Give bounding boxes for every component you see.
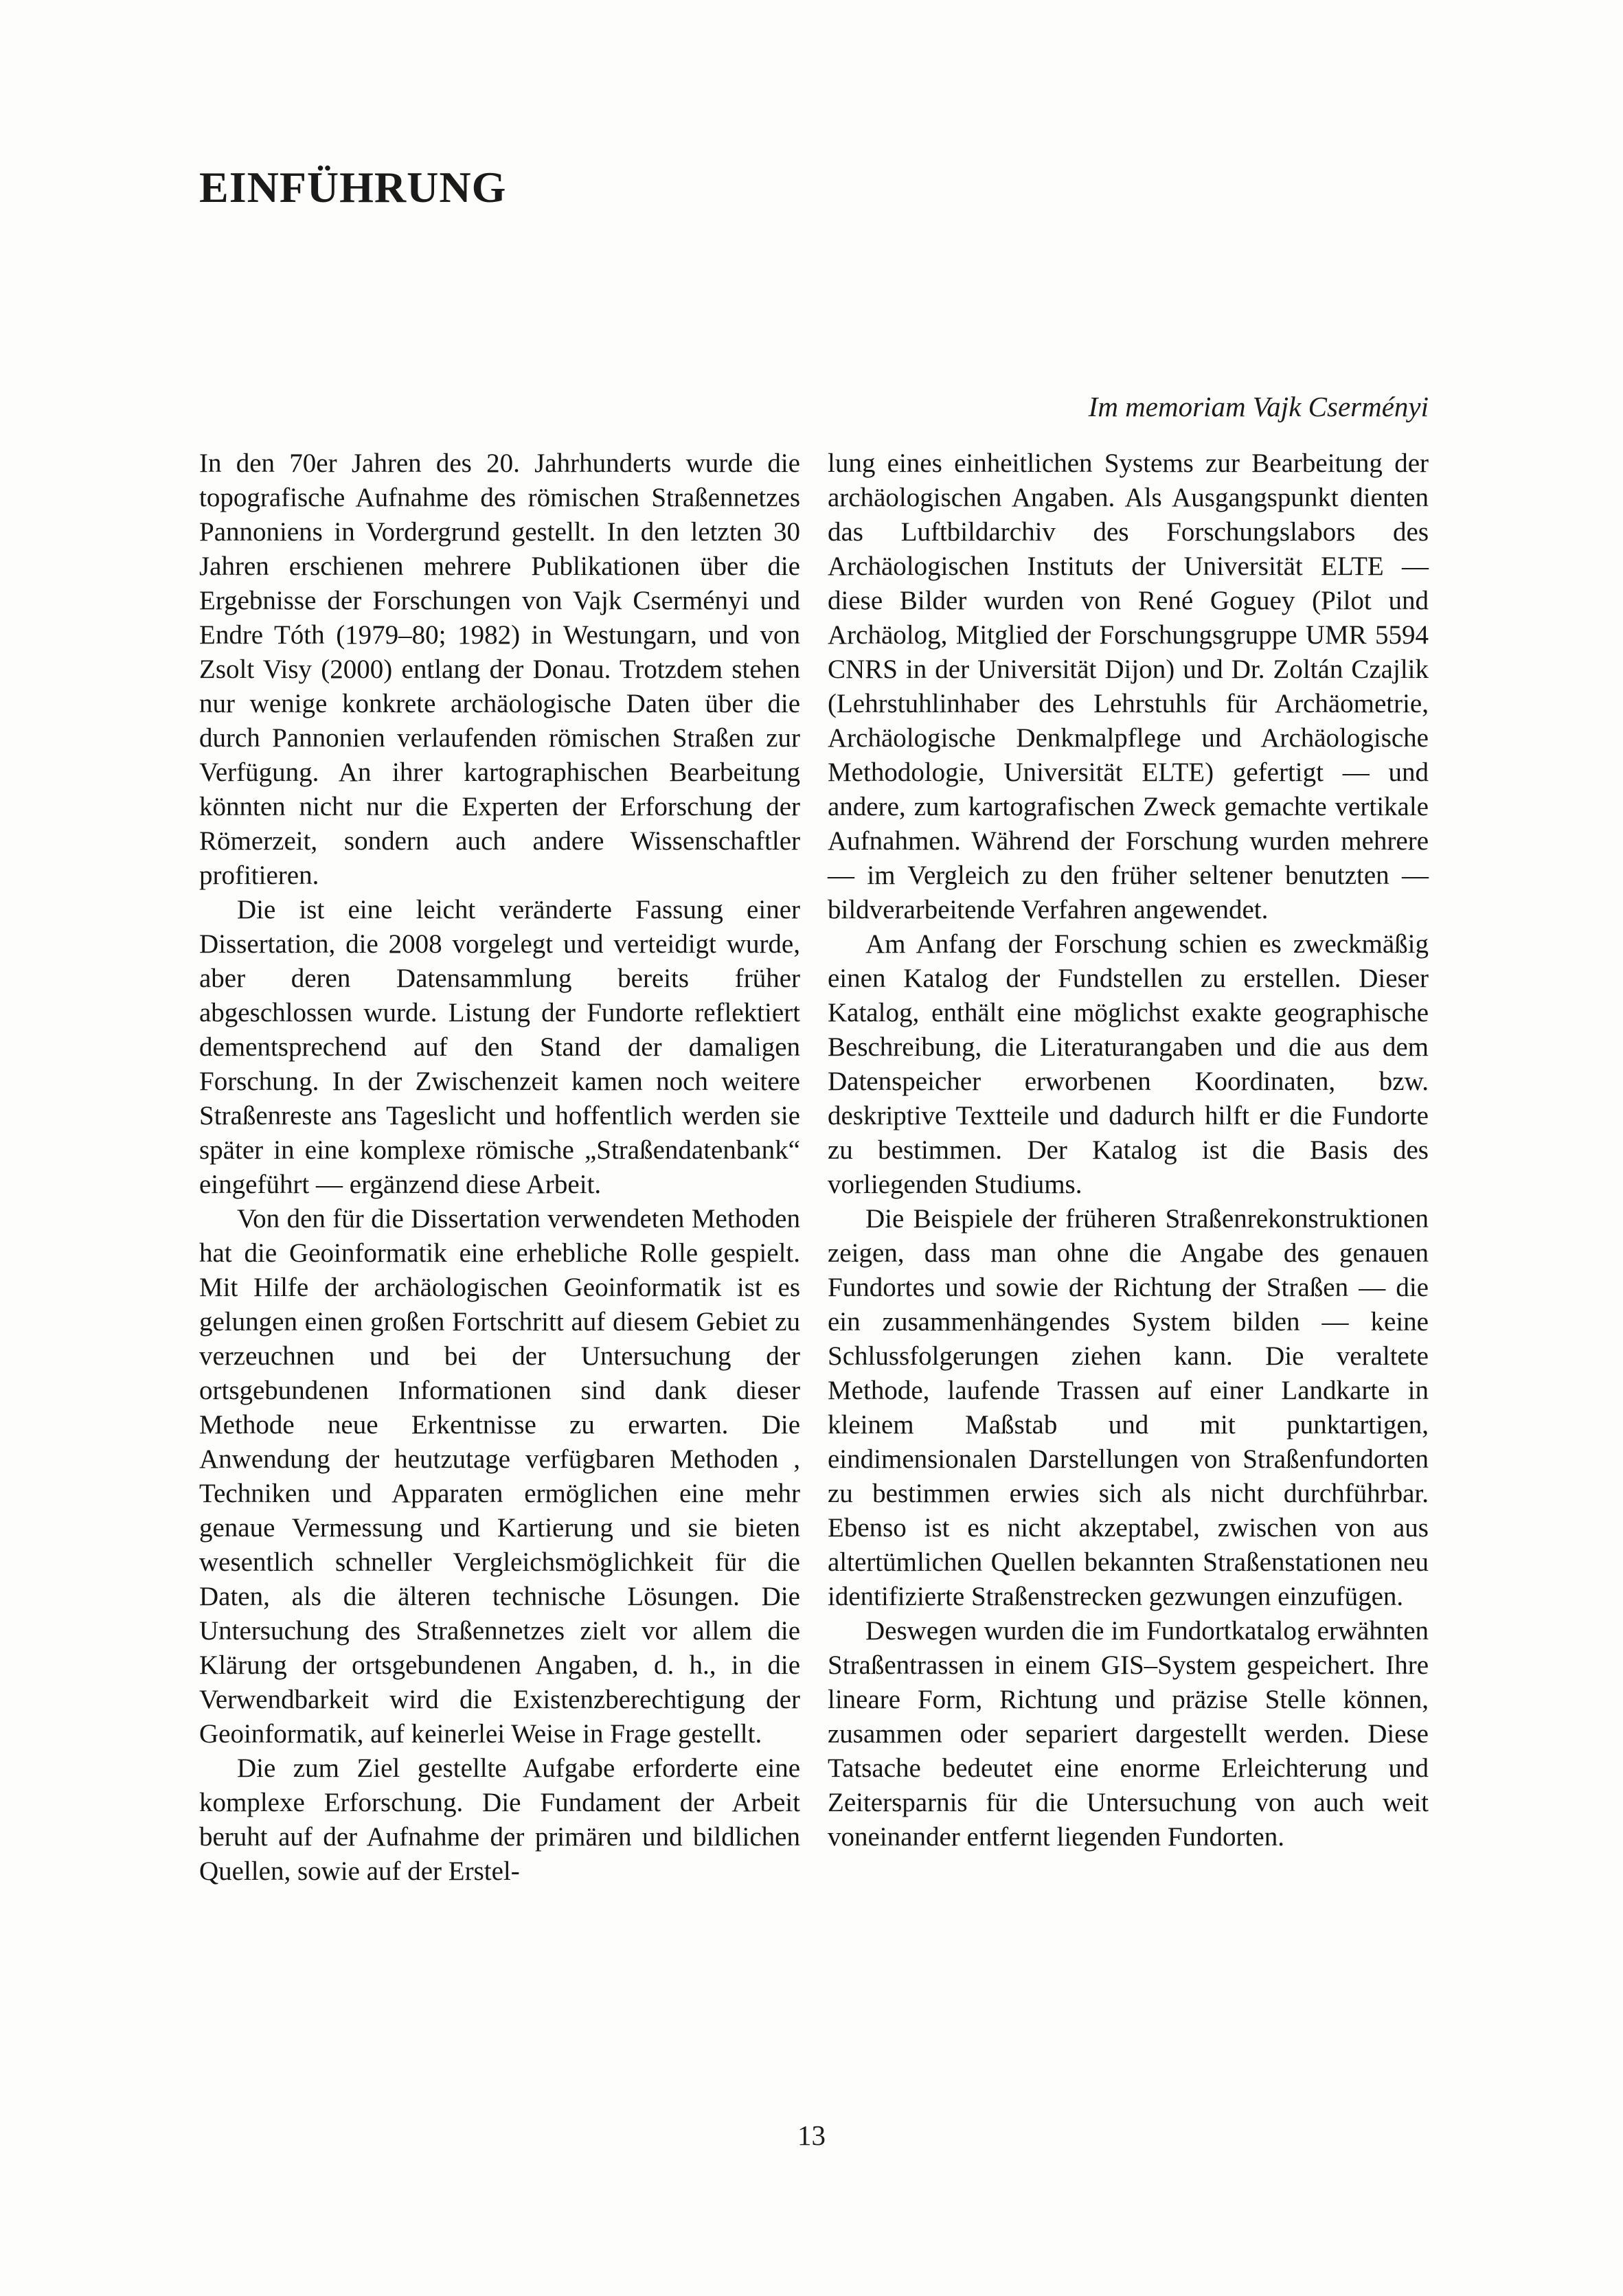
paragraph: Deswegen wurden die im Fundortkatalog erwähnten Straßentrassen in einem GIS–System gespeichert. Ihre lineare Form, Richtung und präzise Stelle können, zusammen oder separiert dargestellt werden. Diese Tatsache bedeutet eine enorme Erleichterung und Zeitersparnis für die Untersuchung von auch weit voneinander entfernt liegenden Fundorten. [828,1616,1429,1852]
dedication-line: Im memoriam Vajk Cserményi [1088,391,1429,422]
paragraph: In den 70er Jahren des 20. Jahrhunderts wurde die topografische Aufnahme des römischen Straßennetzes Pannoniens in Vordergrund gestellt. In den letzten 30 Jahren erschienen mehrere Publikationen über die Ergebnisse der Forschungen von Vajk Cserményi und Endre Tóth (1979–80; 1982) in Westungarn, und von Zsolt Visy (2000) entlang der Donau. Trotzdem stehen nur wenige konkrete archäologische Daten über die durch Pannonien verlaufenden römischen Straßen zur Verfügung. An ihrer kartographischen Bearbeitung könnten nicht nur die Experten der Erforschung der Römerzeit, sondern auch andere Wissenschaftler profitieren. [199,448,800,890]
paragraph: lung eines einheitlichen Systems zur Bearbeitung der archäologischen Angaben. Als Ausgangspunkt dienten das Luftbildarchiv des Forschungslabors des Archäologischen Instituts der Universität ELTE — diese Bilder wurden von René Goguey (Pilot und Archäolog, Mitglied der Forschungsgruppe UMR 5594 CNRS in der Universität Dijon) und Dr. Zoltán Czajlik (Lehrstuhlinhaber des Lehrstuhls für Archäometrie, Archäologische Denkmalpflege und Archäologische Methodologie, Universität ELTE) gefertigt — und andere, zum kartografischen Zweck gemachte vertikale Aufnahmen. Während der Forschung wurden mehrere — im Vergleich zu den früher seltener benutzten — bildverarbeitende Verfahren angewendet. [828,448,1429,924]
paragraph: Am Anfang der Forschung schien es zweckmäßig einen Katalog der Fundstellen zu erstellen. Dieser Katalog, enthält eine möglichst exakte geographische Beschreibung, die Literaturangaben und die aus dem Datenspeicher erworbenen Koordinaten, bzw. deskriptive Textteile und dadurch hilft er die Fundorte zu bestimmen. Der Katalog ist die Basis des vorliegenden Studiums. [828,929,1429,1199]
left-column [199,446,800,1889]
paragraph: Die Beispiele der früheren Straßenrekonstruktionen zeigen, dass man ohne die Angabe des genauen Fundortes und sowie der Richtung der Straßen — die ein zusammenhängendes System bilden — keine Schlussfolgerungen ziehen kann. Die veraltete Methode, laufende Trassen auf einer Landkarte in kleinem Maßstab und mit punktartigen, eindimensionalen Darstellungen von Straßenfundorten zu bestimmen erwies sich als nicht durchführbar. Ebenso ist es nicht akzeptabel, zwischen von aus altertümlichen Quellen bekannten Straßenstationen neu identifizierte Straßenstrecken gezwungen einzufügen. [828,1204,1429,1611]
paragraph: Von den für die Dissertation verwendeten Methoden hat die Geoinformatik eine erhebliche Rolle gespielt. Mit Hilfe der archäologischen Geoinformatik ist es gelungen einen großen Fortschritt auf diesem Gebiet zu verzeuchnen und bei der Untersuchung der ortsgebundenen Informationen sind dank dieser Methode neue Erkentnisse zu erwarten. Die Anwendung der heutzutage verfügbaren Methoden , Techniken und Apparaten ermöglichen eine mehr genaue Vermessung und Kartierung und sie bieten wesentlich schneller Vergleichsmöglichkeit für die Daten, als die älteren technische Lösungen. Die Untersuchung des Straßennetzes zielt vor allem die Klärung der ortsgebundenen Angaben, d. h., in die Verwendbarkeit wird die Existenzberechtigung der Geoinformatik, auf keinerlei Weise in Frage gestellt. [199,1204,800,1749]
text-columns [199,446,1429,1889]
page-title: EINFÜHRUNG [199,163,507,212]
paragraph: Die zum Ziel gestellte Aufgabe erforderte eine komplexe Erforschung. Die Fundament der Arbeit beruht auf der Aufnahme der primären und bildlichen Quellen, sowie auf der Erstel- [199,1753,800,1886]
paragraph: Die ist eine leicht veränderte Fassung einer Dissertation, die 2008 vorgelegt und verteidigt wurde, aber deren Datensammlung bereits früher abgeschlossen wurde. Listung der Fundorte reflektiert dementsprechend auf den Stand der damaligen Forschung. In der Zwischenzeit kamen noch weitere Straßenreste ans Tageslicht und hoffentlich werden sie später in eine komplexe römische „Straßendatenbank“ eingeführt — ergänzend diese Arbeit. [199,895,800,1199]
right-column [828,446,1429,1889]
page-number: 13 [797,2119,826,2151]
